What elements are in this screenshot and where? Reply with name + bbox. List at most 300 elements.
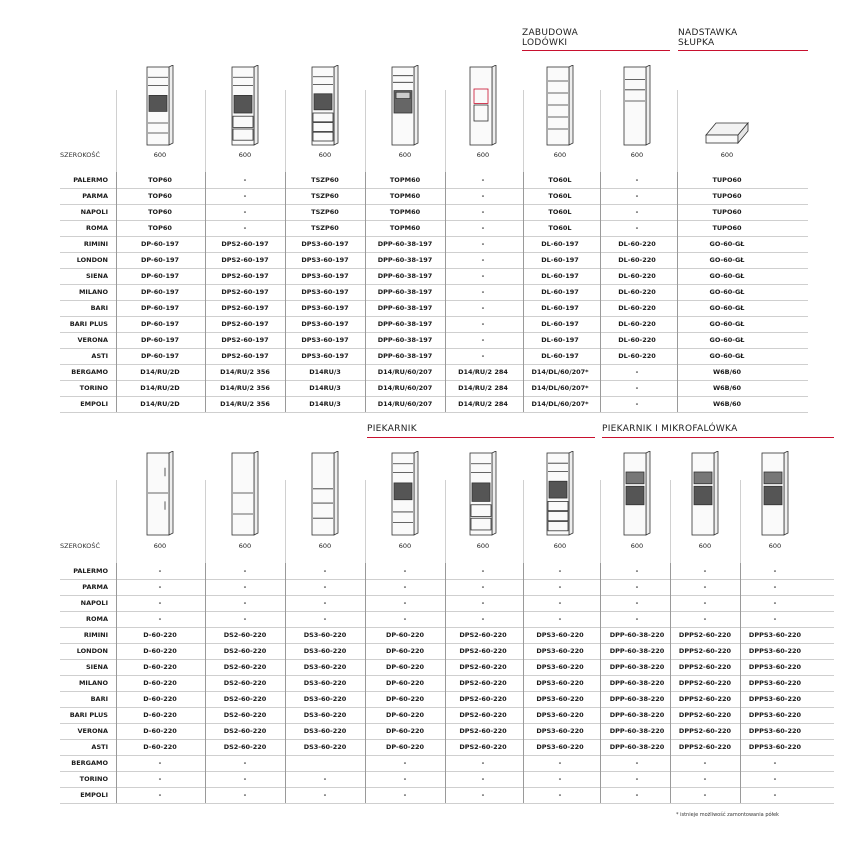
table-cell: DPS2-60-197 (221, 352, 269, 360)
row-city-label: EMPOLI (80, 400, 108, 408)
table-cell: - (558, 599, 562, 607)
cabinet-illustration (622, 451, 658, 539)
cabinet-illustration (390, 451, 426, 539)
table-cell: DPS3-60-220 (536, 743, 584, 751)
column-separator (116, 316, 117, 332)
table-cell: DPPS3-60-220 (748, 679, 802, 687)
table-cell: - (635, 759, 639, 767)
table-cell: DL-60-220 (618, 288, 656, 296)
table-row (60, 755, 834, 772)
column-separator (677, 268, 678, 284)
table-cell: TUPO60 (712, 192, 742, 200)
table-cell: DPS3-60-197 (301, 240, 349, 248)
column-separator (116, 563, 117, 579)
table-cell: - (243, 775, 247, 783)
table-row (60, 364, 808, 381)
table-cell: - (243, 599, 247, 607)
table-row (60, 236, 808, 253)
table-row (60, 723, 834, 740)
width-value: 600 (238, 151, 252, 159)
table-cell: - (635, 368, 639, 376)
cabinet-illustration (468, 451, 504, 539)
header-separator (523, 90, 524, 172)
column-separator (116, 364, 117, 380)
width-value: 600 (153, 542, 167, 550)
header-separator (523, 480, 524, 563)
table-cell: DPS3-60-197 (301, 288, 349, 296)
width-value: 600 (768, 542, 782, 550)
table-cell: GO-60-GŁ (709, 320, 745, 328)
column-separator (677, 396, 678, 412)
table-cell: TUPO60 (712, 208, 742, 216)
table-cell: DP-60-197 (140, 288, 180, 296)
table-cell: DL-60-220 (618, 320, 656, 328)
row-city-label: PARMA (82, 583, 108, 591)
table-cell: DS3-60-220 (303, 711, 347, 719)
row-city-label: ASTI (91, 743, 108, 751)
width-value: 600 (698, 542, 712, 550)
table-cell: TUPO60 (712, 224, 742, 232)
table-cell: - (558, 615, 562, 623)
table-cell: DPS3-60-220 (536, 631, 584, 639)
row-city-label: LONDON (76, 647, 108, 655)
section-oven-micro-line (602, 437, 834, 438)
table-cell: DPPS2-60-220 (678, 631, 732, 639)
cabinet-illustration (760, 451, 796, 539)
table-cell: DPS3-60-220 (536, 695, 584, 703)
header-separator (677, 90, 678, 172)
table-cell: - (558, 583, 562, 591)
table-cell: DPPS2-60-220 (678, 695, 732, 703)
table-cell: DL-60-220 (618, 304, 656, 312)
column-separator (677, 332, 678, 348)
column-separator (116, 755, 117, 771)
width-value: 600 (398, 151, 412, 159)
table-cell: DL-60-220 (618, 272, 656, 280)
table-cell: - (635, 599, 639, 607)
table-cell: - (481, 304, 485, 312)
table-cell: - (243, 583, 247, 591)
width-value: 600 (238, 542, 252, 550)
table-cell: DPS3-60-220 (536, 663, 584, 671)
row-city-label: SIENA (85, 272, 108, 280)
row-city-label: BERGAMO (71, 759, 108, 767)
table-row (60, 204, 808, 221)
table-cell: GO-60-GŁ (709, 272, 745, 280)
column-separator (116, 771, 117, 787)
column-separator (116, 579, 117, 595)
table-cell: - (635, 615, 639, 623)
table-cell: TOP60 (148, 176, 172, 184)
table-cell: DPPS2-60-220 (678, 743, 732, 751)
table-cell: - (481, 320, 485, 328)
table-cell: DPS3-60-197 (301, 336, 349, 344)
row-city-label: TORINO (79, 384, 108, 392)
table-cell: DPPS2-60-220 (678, 711, 732, 719)
width-value: 600 (153, 151, 167, 159)
cabinet-illustration (230, 451, 266, 539)
table-cell: DPS3-60-220 (536, 647, 584, 655)
table-cell: - (403, 615, 407, 623)
table-cell: - (158, 567, 162, 575)
table-cell: DP-60-220 (385, 743, 425, 751)
table-row (60, 332, 808, 349)
table-cell: DS2-60-220 (223, 631, 267, 639)
table-cell: - (773, 583, 777, 591)
table-cell: DPPS2-60-220 (678, 679, 732, 687)
column-separator (116, 675, 117, 691)
table-cell: TOPM60 (389, 208, 421, 216)
table-cell: DPP-60-38-197 (377, 320, 433, 328)
table-cell: TSZP60 (311, 208, 339, 216)
table-row (60, 643, 834, 660)
column-separator (116, 284, 117, 300)
table-cell: DPS3-60-220 (536, 727, 584, 735)
table-cell: - (158, 583, 162, 591)
width-value: 600 (630, 542, 644, 550)
row-city-label: ROMA (85, 224, 108, 232)
row-city-label: PALERMO (73, 567, 108, 575)
table-cell: DL-60-220 (618, 256, 656, 264)
row-city-label: SIENA (85, 663, 108, 671)
column-separator (677, 220, 678, 236)
table-row (60, 707, 834, 724)
table-cell: DL-60-197 (541, 320, 579, 328)
width-label-2: SZEROKOŚĆ (60, 542, 101, 550)
table-cell: DPPS2-60-220 (678, 663, 732, 671)
table-row (60, 316, 808, 333)
table-cell: - (773, 567, 777, 575)
table-cell: - (481, 288, 485, 296)
width-value: 600 (398, 542, 412, 550)
table-cell: D14/RU/2D (140, 384, 180, 392)
column-separator (116, 204, 117, 220)
column-separator (116, 627, 117, 643)
table-cell: - (243, 615, 247, 623)
cabinet-illustration (310, 451, 346, 539)
table-cell: - (773, 615, 777, 623)
cabinet-illustration (145, 65, 181, 149)
table-cell: D14RU/3 (309, 400, 341, 408)
table-cell: DP-60-197 (140, 272, 180, 280)
table-cell: DPP-60-38-220 (609, 663, 665, 671)
table-cell: DS2-60-220 (223, 679, 267, 687)
cabinet-illustration (545, 65, 581, 149)
table-cell: TOPM60 (389, 176, 421, 184)
table-row (60, 659, 834, 676)
table-cell: TO60L (548, 224, 572, 232)
table-row (60, 380, 808, 397)
table-cell: TO60L (548, 192, 572, 200)
section-column-topper: NADSTAWKA SŁUPKA (678, 28, 738, 48)
width-value: 600 (720, 151, 734, 159)
column-separator (116, 707, 117, 723)
row-city-label: BERGAMO (71, 368, 108, 376)
column-separator (116, 595, 117, 611)
table-cell: - (703, 791, 707, 799)
table-cell: DS3-60-220 (303, 631, 347, 639)
cabinet-illustration (468, 65, 504, 149)
header-separator (285, 480, 286, 563)
column-separator (116, 380, 117, 396)
table-cell: TSZP60 (311, 192, 339, 200)
table-row (60, 771, 834, 788)
table-cell: DPPS3-60-220 (748, 743, 802, 751)
table-cell: TOPM60 (389, 192, 421, 200)
table-cell: - (773, 775, 777, 783)
table-cell: DPP-60-38-197 (377, 288, 433, 296)
table-cell: DS3-60-220 (303, 647, 347, 655)
column-separator (677, 284, 678, 300)
table-cell: - (403, 583, 407, 591)
width-label: SZEROKOŚĆ (60, 151, 101, 159)
table-cell: - (703, 775, 707, 783)
column-separator (677, 204, 678, 220)
table-cell: D14/RU/2 356 (220, 384, 270, 392)
table-cell: TOP60 (148, 208, 172, 216)
table-cell: DS2-60-220 (223, 647, 267, 655)
table-cell: DL-60-220 (618, 352, 656, 360)
table-cell: DPPS2-60-220 (678, 727, 732, 735)
table-cell: DPS3-60-220 (536, 711, 584, 719)
table-cell: DL-60-197 (541, 240, 579, 248)
table-cell: - (481, 791, 485, 799)
table-cell: DPS2-60-220 (459, 695, 507, 703)
table-cell: DL-60-197 (541, 288, 579, 296)
column-separator (116, 723, 117, 739)
table-cell: DPS2-60-220 (459, 727, 507, 735)
table-cell: - (243, 176, 247, 184)
table-cell (285, 755, 365, 771)
table-cell: - (481, 615, 485, 623)
width-value: 600 (553, 542, 567, 550)
table-cell: DPP-60-38-220 (609, 743, 665, 751)
table-row (60, 739, 834, 756)
cabinet-illustration (230, 65, 266, 149)
table-cell: GO-60-GŁ (709, 256, 745, 264)
column-separator (116, 611, 117, 627)
header-separator (116, 90, 117, 172)
table-cell: D14/RU/2 356 (220, 400, 270, 408)
table-cell: - (635, 583, 639, 591)
row-city-label: MILANO (78, 679, 108, 687)
table-row (60, 252, 808, 269)
table-cell: D-60-220 (143, 727, 177, 735)
table-cell: D14/RU/2 284 (458, 368, 508, 376)
row-city-label: NAPOLI (80, 208, 108, 216)
table-cell: DPP-60-38-220 (609, 647, 665, 655)
table-cell: DPP-60-38-197 (377, 272, 433, 280)
table-cell: DS2-60-220 (223, 727, 267, 735)
column-separator (116, 739, 117, 755)
table-cell: - (773, 759, 777, 767)
table-row (60, 627, 834, 644)
table-cell: DP-60-220 (385, 647, 425, 655)
table-cell: - (773, 599, 777, 607)
table-cell: DPPS2-60-220 (678, 647, 732, 655)
header-separator (116, 480, 117, 563)
table-row (60, 611, 834, 628)
table-cell: - (703, 759, 707, 767)
table-cell: DPS2-60-220 (459, 711, 507, 719)
table-cell: - (158, 615, 162, 623)
table-cell: D14RU/3 (309, 384, 341, 392)
table-cell: DS3-60-220 (303, 727, 347, 735)
table-cell: - (703, 567, 707, 575)
table-cell: DPS3-60-220 (536, 679, 584, 687)
table-cell: DS3-60-220 (303, 679, 347, 687)
table-row (60, 595, 834, 612)
header-separator (365, 480, 366, 563)
table-cell: - (323, 615, 327, 623)
table-cell: D-60-220 (143, 695, 177, 703)
table-cell: DPS2-60-197 (221, 288, 269, 296)
table-cell: DPS2-60-197 (221, 272, 269, 280)
table-cell: DPP-60-38-220 (609, 679, 665, 687)
table-cell: D14/RU/2 284 (458, 400, 508, 408)
table-cell: DP-60-197 (140, 304, 180, 312)
table-cell: D14/RU/60/207 (377, 400, 433, 408)
table-row (60, 188, 808, 205)
table-cell: - (481, 336, 485, 344)
column-separator (116, 659, 117, 675)
column-separator (116, 348, 117, 364)
table-cell: DS2-60-220 (223, 663, 267, 671)
table-cell: DS3-60-220 (303, 663, 347, 671)
table-cell: DPP-60-38-197 (377, 256, 433, 264)
table-cell: DP-60-197 (140, 240, 180, 248)
table-cell: TOP60 (148, 224, 172, 232)
table-cell: - (158, 775, 162, 783)
table-cell: DPP-60-38-197 (377, 304, 433, 312)
table-cell: - (635, 567, 639, 575)
table-cell: DL-60-197 (541, 304, 579, 312)
table-cell: DS3-60-220 (303, 695, 347, 703)
table-cell: TOP60 (148, 192, 172, 200)
table-cell: DL-60-197 (541, 256, 579, 264)
column-separator (116, 236, 117, 252)
header-separator (600, 90, 601, 172)
section-oven-microwave: PIEKARNIK I MIKROFALÓWKA (602, 424, 738, 434)
table-cell: - (158, 759, 162, 767)
section-oven-line (367, 437, 595, 438)
table-cell: GO-60-GŁ (709, 240, 745, 248)
table-cell: D14/RU/2 356 (220, 368, 270, 376)
table-cell: - (481, 759, 485, 767)
table-cell: - (243, 192, 247, 200)
table-cell: - (403, 599, 407, 607)
column-separator (116, 172, 117, 188)
table-cell: D14/RU/2D (140, 368, 180, 376)
table-cell: DPPS3-60-220 (748, 647, 802, 655)
table-cell: - (323, 775, 327, 783)
table-cell: TOPM60 (389, 224, 421, 232)
row-city-label: EMPOLI (80, 791, 108, 799)
header-separator (600, 480, 601, 563)
table-cell: DPS3-60-197 (301, 272, 349, 280)
row-city-label: PARMA (82, 192, 108, 200)
row-city-label: TORINO (79, 775, 108, 783)
table-cell: DPS2-60-220 (459, 647, 507, 655)
table-cell: DPP-60-38-197 (377, 336, 433, 344)
table-cell: TSZP60 (311, 176, 339, 184)
table-cell: DS3-60-220 (303, 743, 347, 751)
table-cell: - (635, 176, 639, 184)
row-city-label: NAPOLI (80, 599, 108, 607)
table-cell: D-60-220 (143, 663, 177, 671)
section-fridge-line (522, 50, 670, 51)
table-cell: - (481, 272, 485, 280)
table-cell: DP-60-197 (140, 320, 180, 328)
table-cell: GO-60-GŁ (709, 304, 745, 312)
table-cell: - (635, 775, 639, 783)
table-cell: DPS3-60-197 (301, 352, 349, 360)
width-value: 600 (553, 151, 567, 159)
table-cell: DPP-60-38-220 (609, 727, 665, 735)
cabinet-illustration (145, 451, 181, 539)
row-city-label: LONDON (76, 256, 108, 264)
row-city-label: PALERMO (73, 176, 108, 184)
table-row (60, 579, 834, 596)
table-cell: D-60-220 (143, 647, 177, 655)
table-cell: - (481, 240, 485, 248)
column-separator (677, 300, 678, 316)
table-cell: - (243, 224, 247, 232)
table-row (60, 396, 808, 413)
width-value: 600 (318, 542, 332, 550)
row-city-label: RIMINI (83, 631, 108, 639)
table-cell: - (481, 176, 485, 184)
width-value: 600 (630, 151, 644, 159)
table-cell: DPP-60-38-220 (609, 711, 665, 719)
table-cell: DPPS3-60-220 (748, 663, 802, 671)
table-cell: - (703, 599, 707, 607)
table-row (60, 268, 808, 285)
footnote: * istnieje możliwość zamontowania półek (676, 812, 779, 818)
table-cell: DP-60-197 (140, 256, 180, 264)
table-cell: - (481, 352, 485, 360)
cabinet-illustration (690, 451, 726, 539)
section-fridge: ZABUDOWA LODÓWKI (522, 28, 579, 48)
table-cell: D14/RU/2D (140, 400, 180, 408)
table-cell: - (323, 567, 327, 575)
table-cell: - (243, 567, 247, 575)
table-cell: DPP-60-38-220 (609, 631, 665, 639)
table-cell: DPS2-60-197 (221, 336, 269, 344)
cabinet-illustration (310, 65, 346, 149)
table-cell: D14/DL/60/207* (531, 368, 589, 376)
column-separator (116, 268, 117, 284)
table-cell: W6B/60 (712, 368, 742, 376)
column-separator (677, 172, 678, 188)
table-cell: - (481, 208, 485, 216)
table-cell: D-60-220 (143, 711, 177, 719)
header-separator (205, 480, 206, 563)
table-cell: DPPS3-60-220 (748, 695, 802, 703)
table-cell: - (558, 759, 562, 767)
table-cell: - (703, 615, 707, 623)
table-cell: GO-60-GŁ (709, 336, 745, 344)
row-city-label: BARI (90, 304, 108, 312)
section-oven: PIEKARNIK (367, 424, 417, 434)
table-cell: - (403, 567, 407, 575)
table-cell: DL-60-197 (541, 352, 579, 360)
row-city-label: RIMINI (83, 240, 108, 248)
table-cell: DL-60-220 (618, 336, 656, 344)
header-separator (740, 480, 741, 563)
table-cell: DP-60-220 (385, 663, 425, 671)
table-cell: - (158, 599, 162, 607)
